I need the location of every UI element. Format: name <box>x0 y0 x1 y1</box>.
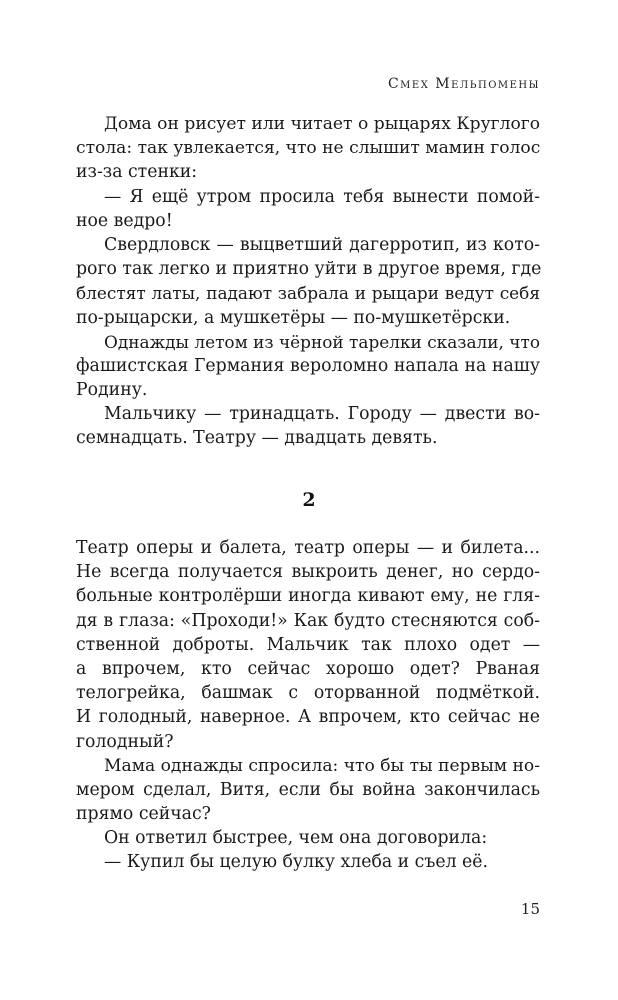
text-block-before-chapter <box>76 112 540 451</box>
text-line: — Я ещё утром просила тебя вынести помой- <box>104 186 540 207</box>
text-line: Не всегда получается выкроить денег, но сердо- <box>76 562 540 583</box>
text-line: Свердловск — выцветший дагерротип, из кото- <box>104 234 540 255</box>
text-line: Однажды летом из чёрной тарелки сказали, что <box>104 331 540 352</box>
text-line: Родину. <box>76 380 148 401</box>
text-block-chapter-2 <box>76 536 540 875</box>
text-line: мером сделал, Витя, если бы война закончилась <box>76 779 540 800</box>
text-line: больные контролёрши иногда кивают ему, не гля- <box>76 586 540 607</box>
text-line: рого так легко и приятно уйти в другое время, где <box>76 259 542 280</box>
text-line: ное ведро! <box>76 210 173 231</box>
text-line: голодный? <box>76 731 174 752</box>
text-line: стола: так увлекается, что не слышит мамин голос <box>76 138 541 159</box>
text-line: Мальчику — тринадцать. Городу — двести во- <box>104 404 540 425</box>
text-line: фашистская Германия вероломно напала на нашу <box>76 355 540 376</box>
text-line: И голодный, наверное. А впрочем, кто сейчас не <box>76 707 540 728</box>
text-line: семнадцать. Театру — двадцать девять. <box>76 428 438 449</box>
text-line: — Купил бы целую булку хлеба и съел её. <box>104 852 488 873</box>
text-line: телогрейка, башмак с оторванной подмёткой. <box>76 683 540 704</box>
text-line: а впрочем, кто сейчас хорошо одет? Рваная <box>76 658 540 679</box>
text-line: дя в глаза: «Проходи!» Как будто стесняются соб- <box>76 610 540 631</box>
text-line: прямо сейчас? <box>76 804 211 825</box>
text-line: Он ответил быстрее, чем она договорила: <box>104 828 488 849</box>
chapter-number: 2 <box>302 489 316 511</box>
page-number: 15 <box>520 900 540 918</box>
text-line: из-за стенки: <box>76 162 198 183</box>
running-head: Смех Мельпомены <box>387 76 540 92</box>
text-line: Дома он рисует или читает о рыцарях Круглого <box>104 114 540 134</box>
text-line: Мама однажды спросила: что бы ты первым но- <box>104 755 540 776</box>
text-line: ственной доброты. Мальчик так плохо одет — <box>76 634 540 655</box>
text-line: по-рыцарски, а мушкетёры — по-мушкетёрски. <box>76 307 511 328</box>
text-line: блестят латы, падают забрала и рыцари ведут себя <box>76 283 540 304</box>
text-line: Театр оперы и балета, театр оперы — и билета... <box>76 538 540 558</box>
